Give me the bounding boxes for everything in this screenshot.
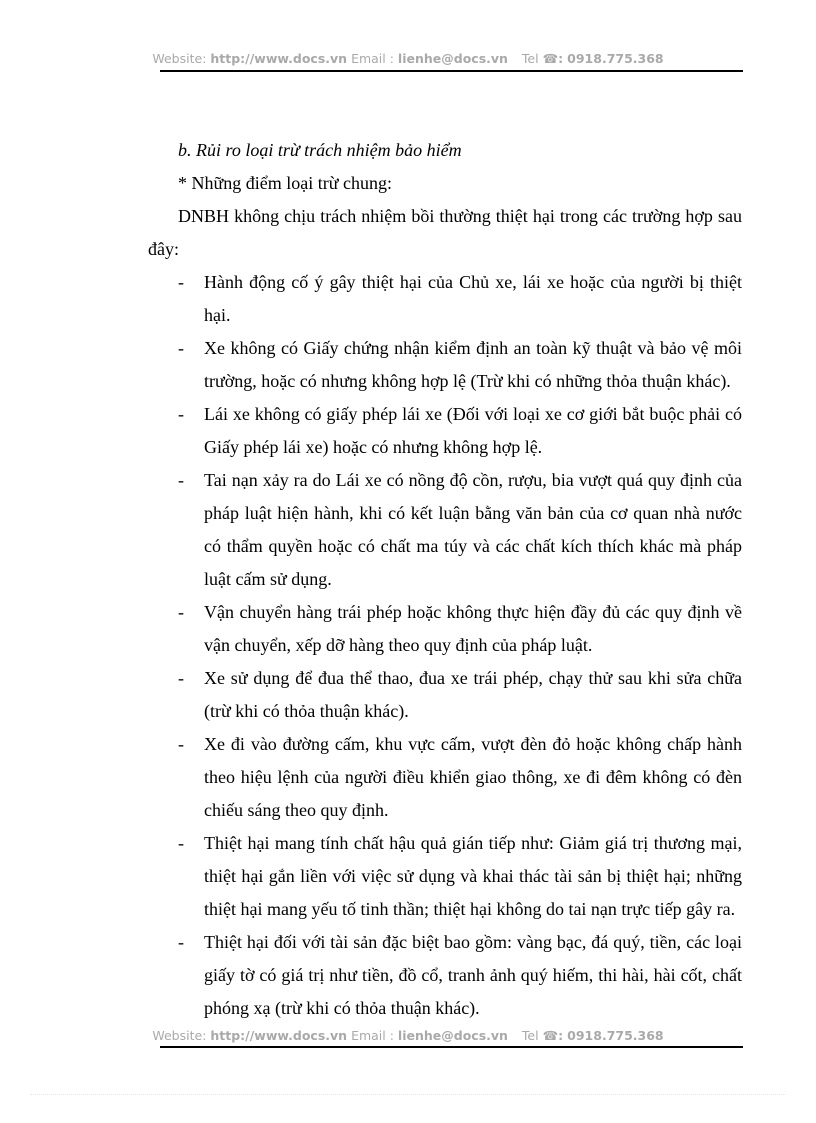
footer-tel-label: Tel <box>521 1028 539 1043</box>
bullet-dash: - <box>178 338 184 358</box>
bullet-dash: - <box>178 272 184 292</box>
list-item <box>178 398 742 464</box>
page-footer: Website: http://www.docs.vn Email : lienhe@docs.vn Tel ☎: 0918.775.368 <box>152 1028 664 1043</box>
page-edge-divider <box>30 1094 786 1095</box>
list-item-text: Thiệt hại mang tính chất hậu quả gián tiếp như: Giảm giá trị thương mại, thiệt hại gắn liền với việc sử dụng và khai thác tài sản bị thiệt hại; những thiệt hại mang yếu tố tinh thần; thiệt hại không do tai nạn trực tiếp gây ra. <box>204 833 742 919</box>
header-tel-label: Tel <box>521 51 539 66</box>
list-item-text: Xe sử dụng để đua thể thao, đua xe trái phép, chạy thử sau khi sửa chữa (trừ khi có thỏa thuận khác). <box>204 668 742 721</box>
document-body <box>148 134 742 1025</box>
list-item-text: Xe không có Giấy chứng nhận kiểm định an toàn kỹ thuật và bảo vệ môi trường, hoặc có nhưng không hợp lệ (Trừ khi có những thỏa thuận khác). <box>204 338 742 391</box>
footer-email-label: Email <box>351 1028 386 1043</box>
list-item <box>178 926 742 1025</box>
list-item-text: Xe đi vào đường cấm, khu vực cấm, vượt đèn đỏ hoặc không chấp hành theo hiệu lệnh của người điều khiển giao thông, xe đi đêm không có đèn chiếu sáng theo quy định. <box>204 734 742 820</box>
list-item <box>178 266 742 332</box>
list-item <box>178 827 742 926</box>
intro-paragraph-line1: DNBH không chịu trách nhiệm bồi thường thiệt hại trong các trường hợp sau <box>178 206 742 226</box>
header-rule <box>160 70 743 72</box>
list-item-text: Hành động cố ý gây thiệt hại của Chủ xe, lái xe hoặc của người bị thiệt hại. <box>204 272 742 325</box>
header-website-link[interactable]: http://www.docs.vn <box>210 51 348 66</box>
header-email-label: Email <box>351 51 386 66</box>
exclusions-list <box>178 266 742 1025</box>
list-item <box>178 662 742 728</box>
page-header: Website: http://www.docs.vn Email : lienhe@docs.vn Tel ☎: 0918.775.368 <box>152 51 664 66</box>
list-item-text: Tai nạn xảy ra do Lái xe có nồng độ cồn, rượu, bia vượt quá quy định của pháp luật hiện hành, khi có kết luận bằng văn bản của cơ quan nhà nước có thẩm quyền hoặc có chất ma túy và các chất kích thích khác mà pháp luật cấm sử dụng. <box>204 470 742 589</box>
bullet-dash: - <box>178 833 184 853</box>
subheading: * Những điểm loại trừ chung: <box>178 173 392 193</box>
list-item-text: Vận chuyển hàng trái phép hoặc không thực hiện đầy đủ các quy định về vận chuyển, xếp dỡ hàng theo quy định của pháp luật. <box>204 602 742 655</box>
header-website-label: Website <box>152 51 203 66</box>
footer-website-label: Website <box>152 1028 203 1043</box>
intro-paragraph-line2: đây: <box>148 239 179 259</box>
list-item <box>178 596 742 662</box>
bullet-dash: - <box>178 668 184 688</box>
footer-phone: 0918.775.368 <box>567 1028 664 1043</box>
footer-rule <box>160 1046 743 1048</box>
phone-icon: ☎ <box>542 51 559 66</box>
phone-icon: ☎ <box>542 1028 559 1043</box>
bullet-dash: - <box>178 932 184 952</box>
bullet-dash: - <box>178 404 184 424</box>
list-item-text: Lái xe không có giấy phép lái xe (Đối với loại xe cơ giới bắt buộc phải có Giấy phép lái xe) hoặc có nhưng không hợp lệ. <box>204 404 742 457</box>
list-item <box>178 728 742 827</box>
footer-website-link[interactable]: http://www.docs.vn <box>210 1028 348 1043</box>
footer-email-link[interactable]: lienhe@docs.vn <box>397 1028 508 1043</box>
bullet-dash: - <box>178 470 184 490</box>
list-item <box>178 332 742 398</box>
header-email-link[interactable]: lienhe@docs.vn <box>397 51 508 66</box>
list-item-text: Thiệt hại đối với tài sản đặc biệt bao gồm: vàng bạc, đá quý, tiền, các loại giấy tờ có giá trị như tiền, đồ cổ, tranh ảnh quý hiếm, thi hài, hài cốt, chất phóng xạ (trừ khi có thỏa thuận khác). <box>204 932 742 1018</box>
bullet-dash: - <box>178 602 184 622</box>
bullet-dash: - <box>178 734 184 754</box>
section-heading: b. Rủi ro loại trừ trách nhiệm bảo hiểm <box>178 140 462 160</box>
header-phone: 0918.775.368 <box>567 51 664 66</box>
list-item <box>178 464 742 596</box>
